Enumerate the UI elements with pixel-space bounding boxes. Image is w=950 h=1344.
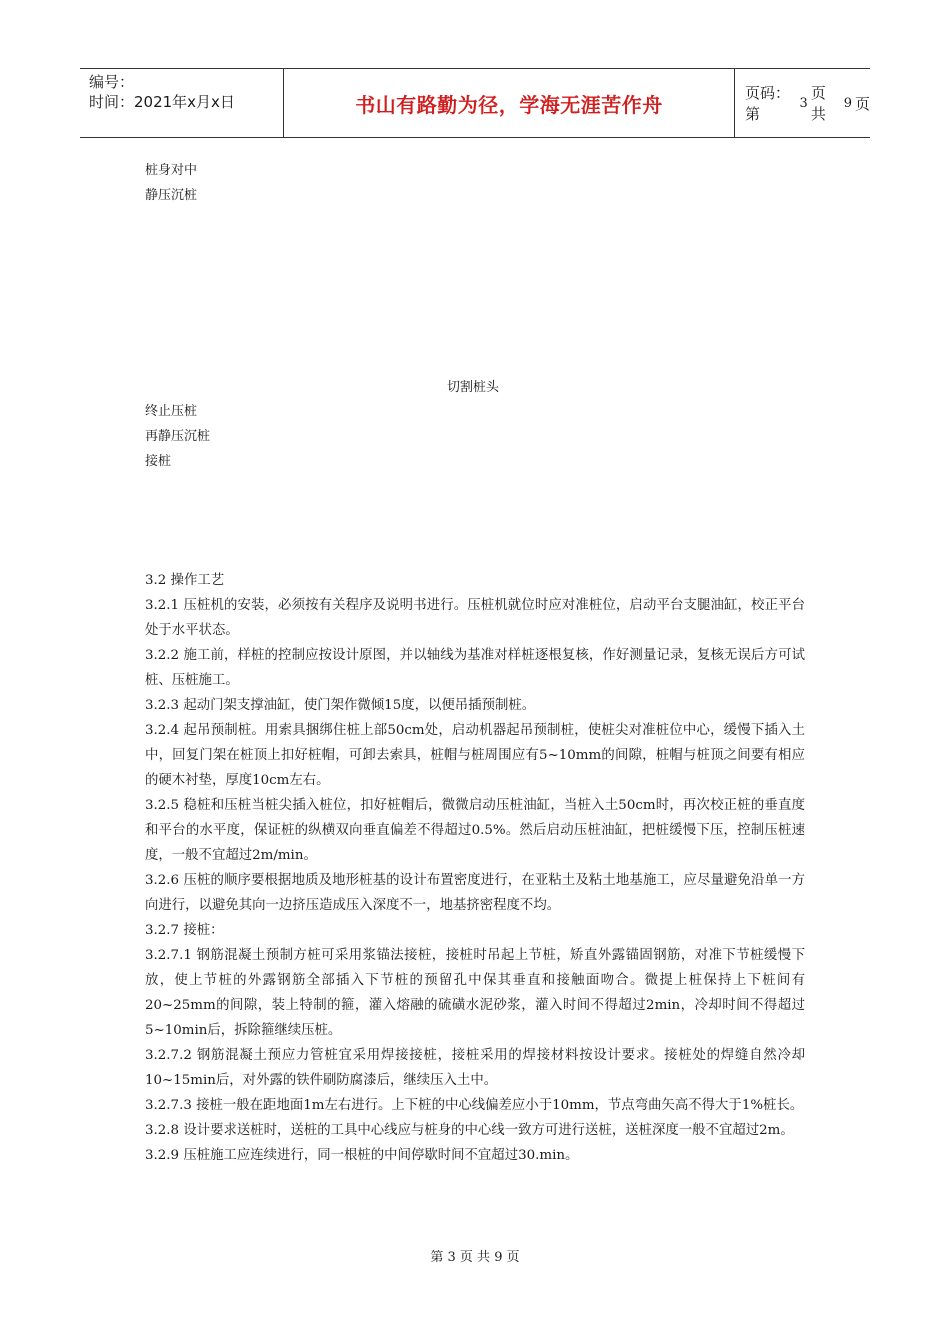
paragraph: 3.2.8 设计要求送桩时，送桩的工具中心线应与桩身的中心线一致方可进行送桩，送桩深度一般不宜超过2m。 (145, 1123, 794, 1138)
header-motto: 书山有路勤为径，学海无涯苦作舟 (283, 69, 735, 137)
flow-label-splice: 接桩 (145, 454, 172, 469)
doc-number-label: 编号： (89, 73, 135, 91)
flow-label-re-press: 再静压沉桩 (145, 429, 211, 444)
page-header (80, 68, 870, 138)
body-text (145, 568, 805, 1168)
flow-label-centering: 桩身对中 (145, 163, 198, 178)
paragraph: 3.2.6 压桩的顺序要根据地质及地形桩基的设计布置密度进行，在亚粘土及粘土地基施工，应尽量避免沿单一方向进行，以避免其向一边挤压造成压入深度不一，地基挤密程度不均。 (145, 873, 805, 913)
paragraph: 3.2.7.1 钢筋混凝土预制方桩可采用浆锚法接桩，接桩时吊起上节桩，矫直外露锚固钢筋，对准下节桩缓慢下放，使上节桩的外露钢筋全部插入下节桩的预留孔中保其垂直和接触面吻合。微提上桩保持上下桩间有20~25mm的间隙，装上特制的箍，灌入熔融的硫磺水泥砂浆，灌入时间不得超过2min，冷却时间不得超过5~10min后，拆除箍继续压桩。 (145, 948, 805, 1038)
flow-label-static-press: 静压沉桩 (145, 188, 198, 203)
header-page-info (735, 69, 870, 137)
page-suffix: 页 (854, 94, 870, 113)
header-meta (80, 69, 283, 137)
flow-label-stop-press: 终止压桩 (145, 404, 198, 419)
paragraph: 3.2.9 压桩施工应连续进行，同一根桩的中间停歇时间不宜超过30.min。 (145, 1148, 579, 1163)
paragraph: 3.2.3 起动门架支撑油缸，使门架作微倾15度，以便吊插预制桩。 (145, 698, 536, 713)
paragraph: 3.2.1 压桩机的安装，必须按有关程序及说明书进行。压桩机就位时应对准桩位，启动平台支腿油缸，校正平台处于水平状态。 (145, 598, 805, 638)
paragraph: 3.2.5 稳桩和压桩当桩尖插入桩位，扣好桩帽后，微微启动压桩油缸，当桩入土50cm时，再次校正桩的垂直度和平台的水平度，保证桩的纵横双向垂直偏差不得超过0.5%。然后启动压桩油缸，把桩缓慢下压，控制压桩速度，一般不宜超过2m/min。 (145, 798, 805, 863)
doc-time-label: 时间：2021年x月x日 (89, 93, 235, 111)
paragraph: 3.2.7.2 钢筋混凝土预应力管桩宜采用焊接接桩，接桩采用的焊接材料按设计要求。接桩处的焊缝自然冷却10~15min后，对外露的铁件刷防腐漆后，继续压入土中。 (145, 1048, 805, 1088)
paragraph: 3.2.2 施工前，样桩的控制应按设计原图，并以轴线为基准对样桩逐根复核，作好测量记录，复核无误后方可试桩、压桩施工。 (145, 648, 805, 688)
page-number: 3 (799, 95, 808, 111)
page-footer: 第 3 页 共 9 页 (430, 1250, 520, 1265)
paragraph: 3.2.7.3 接桩一般在距地面1m左右进行。上下桩的中心线偏差应小于10mm，节点弯曲矢高不得大于1%桩长。 (145, 1098, 804, 1113)
page-prefix: 页码：第 (745, 84, 791, 123)
page-mid: 页 共 (810, 84, 826, 123)
section-heading: 3.2 操作工艺 (145, 573, 225, 588)
paragraph: 3.2.7 接桩： (145, 923, 224, 938)
flow-label-cut-head: 切割桩头 (447, 380, 500, 395)
page-total: 9 (843, 95, 852, 111)
paragraph: 3.2.4 起吊预制桩。用索具捆绑住桩上部50cm处，启动机器起吊预制桩，使桩尖对准桩位中心，缓慢下插入土中，回复门架在桩顶上扣好桩帽，可卸去索具，桩帽与桩周围应有5~10mm的间隙，桩帽与桩顶之间要有相应的硬木衬垫，厚度10cm左右。 (145, 723, 805, 788)
